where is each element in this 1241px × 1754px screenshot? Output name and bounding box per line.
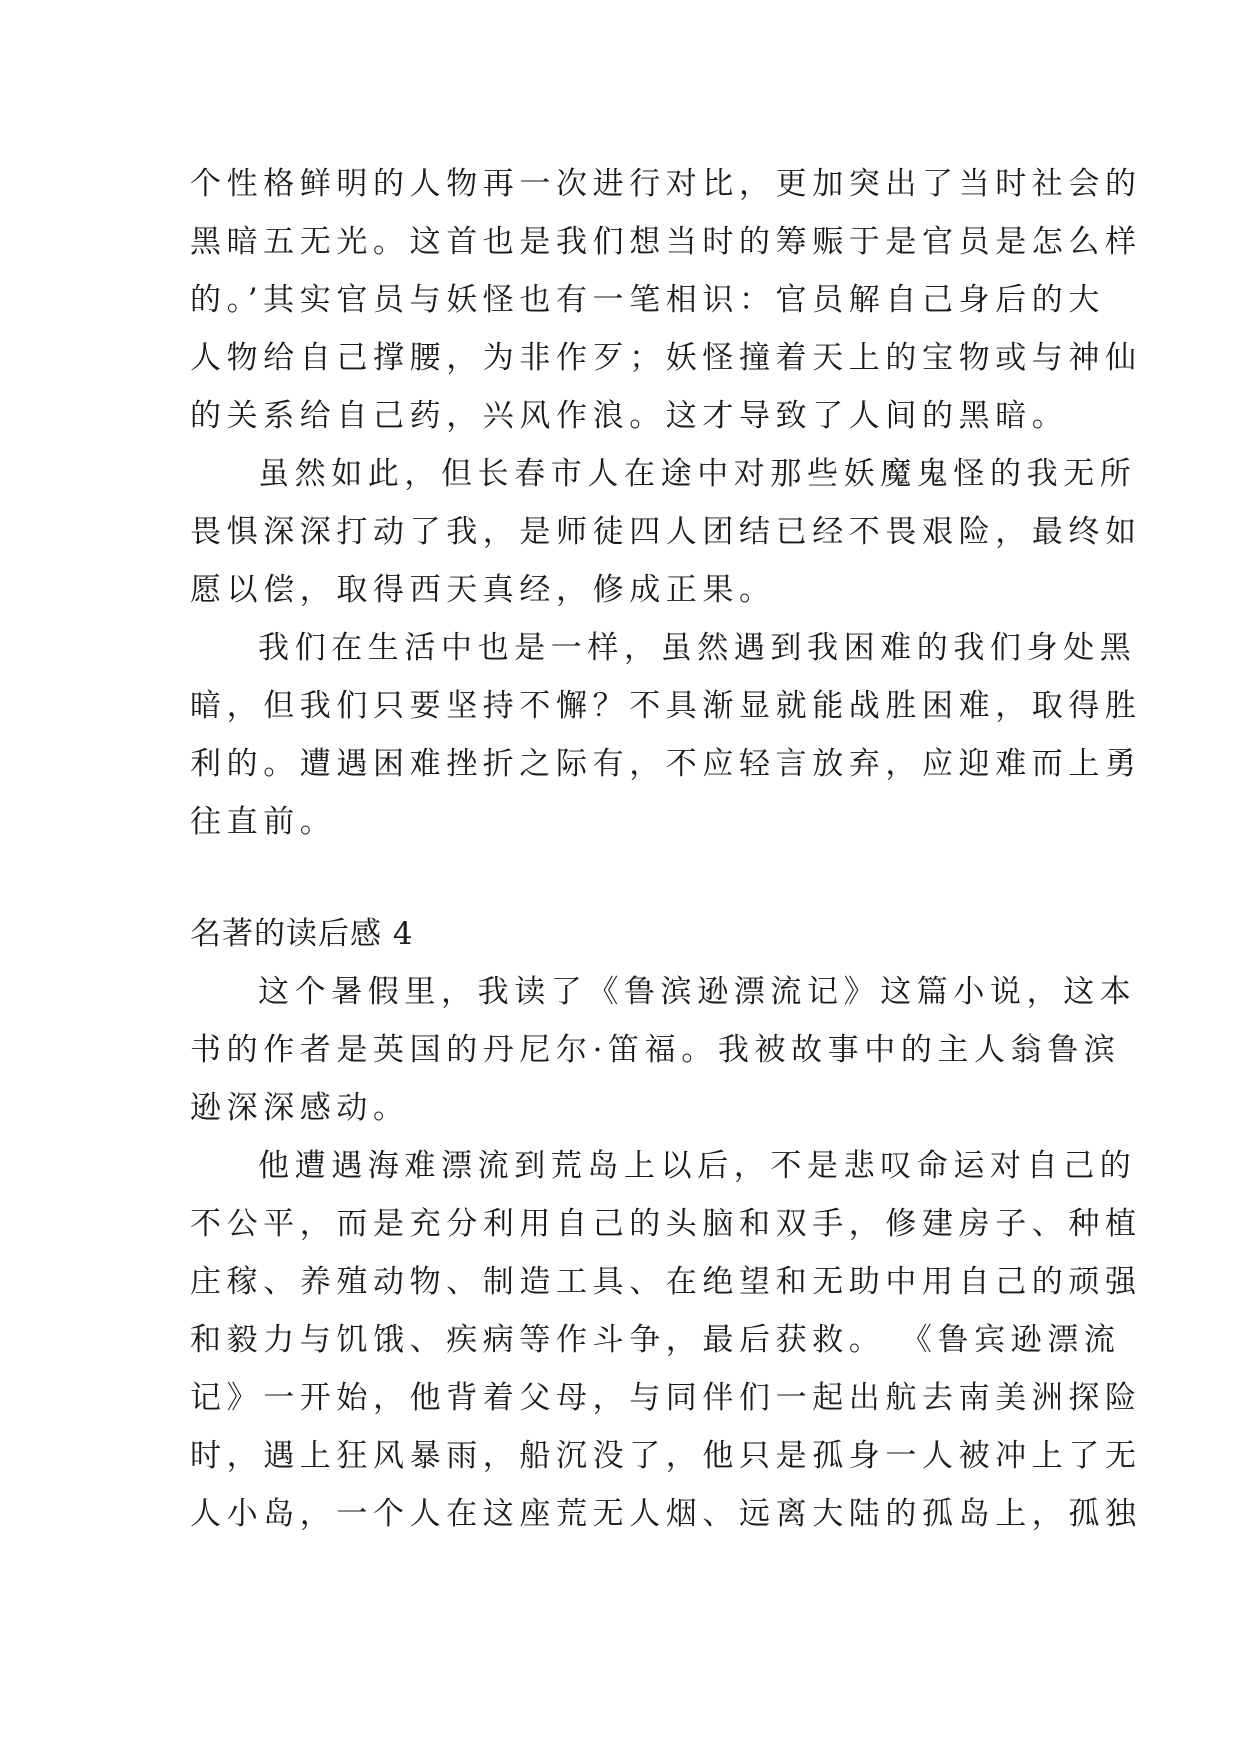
text-line: 的关系给自己药，兴风作浪。这才导致了人间的黑暗。 bbox=[190, 398, 1069, 434]
text-line: 人物给自己撑腰，为非作歹；妖怪撞着天上的宝物或与神仙 bbox=[190, 340, 1142, 376]
paragraph bbox=[190, 1137, 1142, 1543]
text-line: 和毅力与饥饿、疾病等作斗争，最后获救。 《鲁宾逊漂流 bbox=[190, 1322, 1121, 1358]
text-line: 书的作者是英国的丹尼尔·笛福。我被故事中的主人翁鲁滨 bbox=[190, 1032, 1121, 1068]
paragraph bbox=[190, 963, 1137, 1137]
text-line: 不公平，而是充分利用自己的头脑和双手，修建房子、种植 bbox=[190, 1206, 1142, 1242]
text-line: 个性格鲜明的人物再一次进行对比，更加突出了当时社会的 bbox=[190, 166, 1142, 202]
text-line: 畏惧深深打动了我，是师徒四人团结已经不畏艰险，最终如 bbox=[190, 514, 1142, 550]
text-line: 黑暗五无光。这首也是我们想当时的筹赈于是官员是怎么样 bbox=[190, 224, 1142, 260]
text-line: 这个暑假里，我读了《鲁滨逊漂流记》这篇小说，这本 bbox=[258, 974, 1137, 1010]
paragraph bbox=[190, 155, 1142, 445]
text-line: 逊深深感动。 bbox=[190, 1090, 410, 1126]
text-line: 人小岛，一个人在这座荒无人烟、远离大陆的孤岛上，孤独 bbox=[190, 1496, 1142, 1532]
text-line: 暗，但我们只要坚持不懈？不具渐显就能战胜困难，取得胜 bbox=[190, 688, 1142, 724]
text-line: 虽然如此，但长春市人在途中对那些妖魔鬼怪的我无所 bbox=[258, 456, 1137, 492]
text-line: 我们在生活中也是一样，虽然遇到我困难的我们身处黑 bbox=[258, 630, 1137, 666]
text-line: 利的。遭遇困难挫折之际有，不应轻言放弃，应迎难而上勇 bbox=[190, 746, 1142, 782]
document-body bbox=[190, 155, 1142, 1543]
paragraph bbox=[190, 619, 1142, 851]
text-line: 愿以偿，取得西天真经，修成正果。 bbox=[190, 572, 776, 608]
paragraph bbox=[190, 445, 1142, 619]
text-line: 他遭遇海难漂流到荒岛上以后，不是悲叹命运对自己的 bbox=[258, 1148, 1137, 1184]
text-line: 时，遇上狂风暴雨，船沉没了，他只是孤身一人被冲上了无 bbox=[190, 1438, 1142, 1474]
text-line: 庄稼、养殖动物、制造工具、在绝望和无助中用自己的顽强 bbox=[190, 1264, 1142, 1300]
text-line: 的。’其实官员与妖怪也有一笔相识：官员解自己身后的大 bbox=[190, 282, 1105, 318]
section-heading: 名著的读后感 4 bbox=[190, 916, 414, 952]
text-line: 记》一开始，他背着父母，与同伴们一起出航去南美洲探险 bbox=[190, 1380, 1142, 1416]
text-line: 往直前。 bbox=[190, 804, 337, 840]
